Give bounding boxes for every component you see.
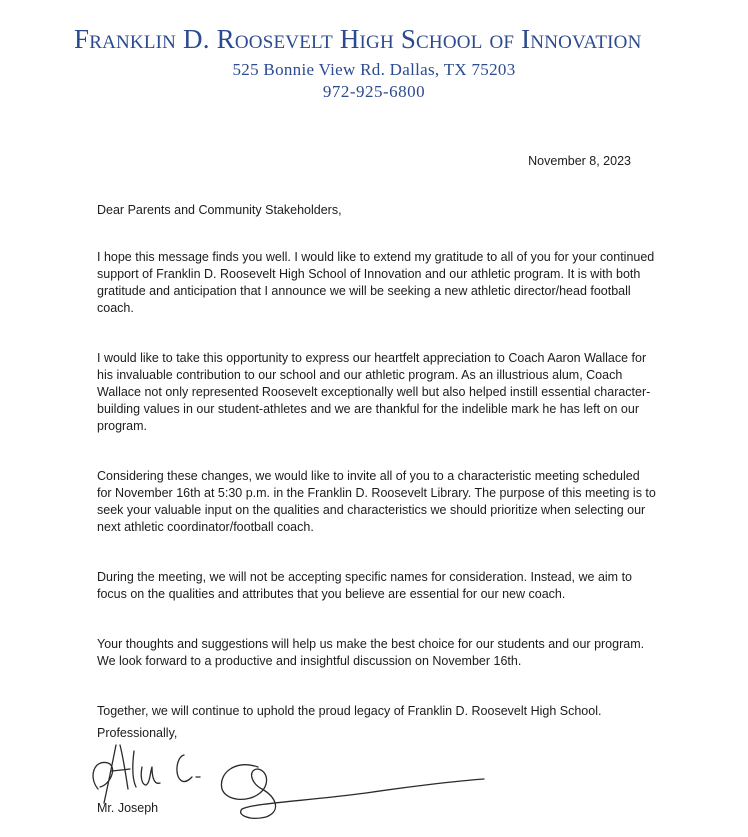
paragraph-legacy: Together, we will continue to uphold the proud legacy of Franklin D. Roosevelt High School. [97, 704, 602, 718]
signer-name: Mr. Joseph [97, 801, 159, 815]
letter-date: November 8, 2023 [528, 154, 631, 168]
paragraph-thanks: Your thoughts and suggestions will help us make the best choice for our students and our program. We look forward to a productive and insightful discussion on November 16th. [97, 637, 645, 668]
school-address: 525 Bonnie View Rd. Dallas, TX 75203 [232, 60, 516, 79]
school-name: Franklin D. Roosevelt High School of Innovation [74, 24, 642, 54]
letter-body [97, 202, 657, 753]
paragraph-intro: I hope this message finds you well. I would like to extend my gratitude to all of you for your continued support of Franklin D. Roosevelt High School of Innovation and our athletic program. It is with both gratitude and anticipation that I announce we will be seeking a new athletic director/head football coach. [97, 250, 655, 315]
paragraph-appreciation: I would like to take this opportunity to express our heartfelt appreciation to Coach Aaron Wallace for his invaluable contribution to our school and our athletic program. As an illustrious alum, Coach Wallace not only represented Roosevelt exceptionally well but also helped instill essential character-building values in our student-athletes and we are thankful for the indelible mark he has left on our program. [97, 351, 651, 433]
handwritten-signature [86, 737, 506, 837]
paragraph-meeting-focus: During the meeting, we will not be accepting specific names for consideration. Instead, we aim to focus on the qualities and attributes that you believe are essential for our new coach. [97, 570, 632, 601]
paragraph-meeting-invite: Considering these changes, we would like to invite all of you to a characteristic meeting scheduled for November 16th at 5:30 p.m. in the Franklin D. Roosevelt Library. The purpose of this meeting is to seek your valuable input on the qualities and characteristics we should prioritize when selecting our next athletic coordinator/football coach. [97, 469, 656, 534]
closing: Professionally, [97, 726, 178, 740]
salutation: Dear Parents and Community Stakeholders, [97, 203, 342, 217]
school-phone: 972-925-6800 [322, 82, 426, 101]
